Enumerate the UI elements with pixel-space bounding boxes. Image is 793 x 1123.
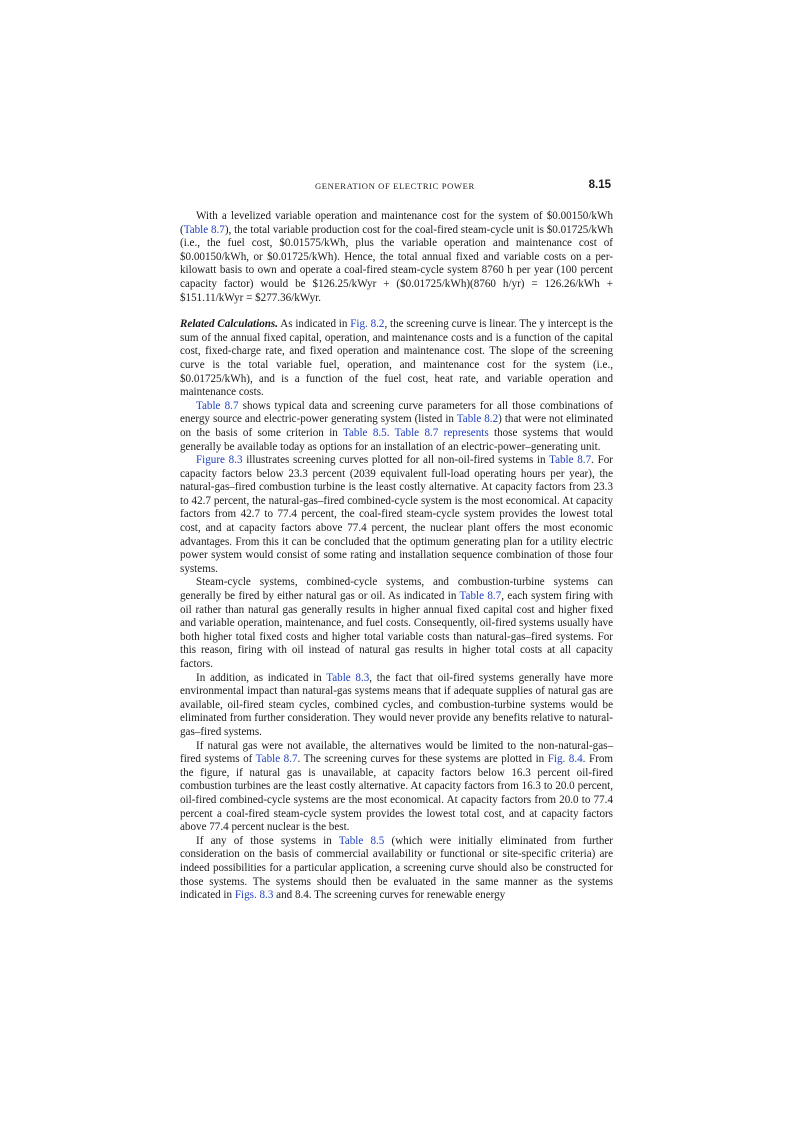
text-fragment: Steam-cycle systems, combined-cycle systems, and combustion-turbine systems can generally be fired by either natural gas or oil. As indicated in	[180, 576, 613, 603]
paragraph	[180, 576, 613, 671]
paragraph	[180, 835, 613, 903]
text-fragment: and 8.4. The screening curves for renewable energy	[273, 889, 506, 902]
cross-reference-link[interactable]: Table 8.2	[456, 413, 499, 426]
text-fragment: As indicated in	[278, 318, 351, 331]
cross-reference-link[interactable]: Table 8.5	[338, 834, 385, 847]
text-fragment: , the screening curve is linear. The y intercept is the sum of the annual fixed capital, operation, and maintenance costs and is a function of the capital cost, fixed-charge rate, and fixed operation and maintenance cost. The slope of the screening curve is the total variable fuel, operation, and maintenance cost for the system (i.e., $0.01725/kWh), and is a function of the fuel cost, heat rate, and variable operation and maintenance costs.	[180, 318, 613, 399]
paragraph	[180, 454, 613, 576]
cross-reference-link[interactable]: Table 8.5	[342, 426, 387, 439]
text-fragment: ) that were not eliminated on the basis of some criterion in	[180, 413, 613, 439]
text-fragment: . From the figure, if natural gas is unavailable, at capacity factors below 16.3 percent oil-fired combustion turbines are the least costly alternative. At capacity factors from 16.3 to 20.0 percent, oil-fired combined-cycle systems are the most economical. At capacity factors from 20.0 to 77.4 percent a coal-fired steam-cycle system provides the lowest total cost, and at capacity factors above 77.4 percent nuclear is the best.	[180, 753, 613, 834]
text-fragment: (which were initially eliminated from further consideration on the basis of commercial availability or functional or site-specific criteria) are indeed possibilities for a particular application, a screening curve should also be constructed for those systems. The systems should then be evaluated in the same manner as the systems indicated in	[180, 834, 613, 902]
cross-reference-link[interactable]: Table 8.7	[459, 590, 502, 603]
text-fragment: ), the total variable production cost for the coal-fired steam-cycle unit is $0.01725/kWh (i.e., the fuel cost, $0.01575/kWh, plus the variable operation and maintenance cost of $0.00150/kWh, or $0.01725/kWh). Hence, the total annual fixed and variable costs on a per-kilowatt basis to own and operate a coal-fired steam-cycle system 8760 h per year (100 percent capacity factor) would be $126.25/kWyr + ($0.01725/kWh)(8760 h/yr) = 126.26/kWh + $151.11/kWyr = $277.36/kWyr.	[180, 223, 613, 304]
page-number: 8.15	[588, 179, 611, 191]
text-fragment: . For capacity factors below 23.3 percent (2039 equivalent full-load operating hours per year), the natural-gas–fired combustion turbine is the least costly alternative. At capacity factors from 23.3 to 42.7 percent, the natural-gas–fired combined-cycle system is the most economical. At capacity factors from 42.7 to 77.4 percent, the coal-fired steam-cycle system provides the lowest total cost, and at capacity factors above 77.4 percent, the nuclear plant offers the most economic advantages. From this it can be concluded that the optimum generating plan for a utility electric power system would consist of some rating and installation sequence combination of those four systems.	[180, 454, 613, 575]
text-fragment: If natural gas were not available, the alternatives would be limited to the non-natural-gas–fired systems of	[180, 739, 613, 766]
cross-reference-link[interactable]: Figure 8.3	[196, 454, 243, 467]
cross-reference-link[interactable]: Table 8.7 represents	[394, 426, 489, 439]
paragraph	[180, 210, 613, 305]
cross-reference-link[interactable]: Table 8.3	[326, 671, 370, 684]
run-in-heading: Related Calculations.	[180, 318, 279, 331]
text-fragment: With a levelized variable operation and maintenance cost for the system of $0.00150/kWh (	[180, 210, 613, 236]
text-fragment: shows typical data and screening curve parameters for all those combinations of energy source and electric-power generating system (listed in	[180, 399, 613, 426]
paragraph	[180, 672, 613, 740]
text-fragment: If any of those systems in	[196, 834, 339, 847]
cross-reference-link[interactable]: Table 8.7	[549, 454, 592, 467]
running-title: GENERATION OF ELECTRIC POWER	[315, 181, 475, 191]
paragraph	[180, 318, 613, 400]
paragraph	[180, 400, 613, 454]
cross-reference-link[interactable]: Fig. 8.2	[350, 318, 385, 331]
text-fragment: , each system firing with oil rather than natural gas generally results in higher annual fixed capital cost and higher fixed and variable operation, maintenance, and fuel costs. Consequently, oil-fired systems usually have both higher total fixed costs and higher total variable costs than natural-gas–fired systems. For this reason, firing with oil instead of natural gas results in higher total costs at all capacity factors.	[180, 590, 614, 670]
body-text	[180, 210, 613, 903]
running-header	[180, 181, 613, 195]
text-fragment: . The screening curves for these systems are plotted in	[297, 753, 548, 766]
cross-reference-link[interactable]: Table 8.7	[255, 753, 298, 766]
cross-reference-link[interactable]: Table 8.7	[196, 399, 239, 412]
paragraph	[180, 740, 613, 835]
text-fragment: In addition, as indicated in	[196, 671, 327, 684]
cross-reference-link[interactable]: Figs. 8.3	[234, 889, 274, 902]
text-fragment: .	[386, 426, 395, 439]
cross-reference-link[interactable]: Table 8.7	[183, 223, 225, 236]
text-fragment: those systems that would generally be available today as options for an installation of an electric-power–generating unit.	[180, 426, 613, 453]
text-fragment: , the fact that oil-fired systems generally have more environmental impact than natural-gas systems means that if adequate supplies of natural gas are available, oil-fired steam cycles, combined cycles, and combustion-turbine systems would be eliminated from further consideration. They would never provide any benefits relative to natural-gas–fired systems.	[180, 671, 614, 738]
text-fragment: illustrates screening curves plotted for all non-oil-fired systems in	[242, 454, 550, 467]
cross-reference-link[interactable]: Fig. 8.4	[547, 753, 583, 766]
